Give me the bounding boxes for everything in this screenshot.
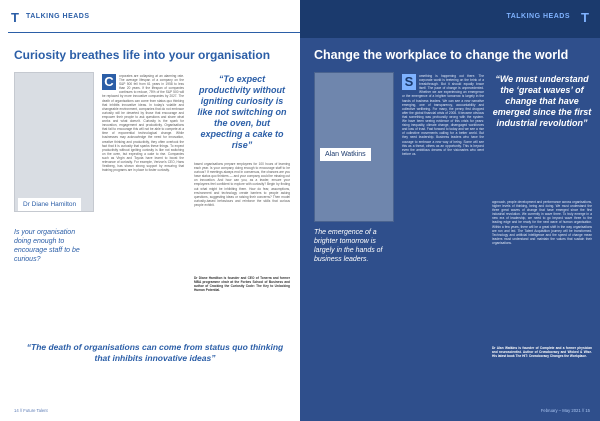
- lead-quote: The emergence of a brighter tomorrow is largely in the hands of business leaders.: [314, 229, 383, 263]
- article-title: Curiosity breathes life into your organisation: [14, 48, 271, 62]
- page-footer: 14 // Future Talent: [14, 408, 48, 413]
- pull-quote: “We must understand the ‘great waves’ of change that have emerged since the first industrial revolution”: [492, 74, 592, 128]
- body-text: omething is happening out there. The corporate world is teetering on the brink of a breakthrough. But it should equally brace itself. The pace of change is unprecedented. Whether we are experiencing an emergence or the emergence of a brighter tomorrow is largely in the hands of business leaders. We can see a new narrative emerging, one of transparency, accountability and collective wellbeing. For many, the penny first dropped after the global financial crisis of 2008. It became obvious that something was profoundly wrong with the system. We have been seeing evidence of this crisis for years: rising inequality, climate change, disengaged workforces and loss of trust. Fast forward to today and we see a rise of collective movements calling for a better world. But they need leadership. Business leaders who have the courage to embrace a new way of being. Some will see this as a threat, others as an opportunity. This is beyond even the ambitious dreams of the visionaries who went before us.: [402, 74, 484, 156]
- page-footer: February – May 2021 // 15: [540, 408, 590, 413]
- right-header: [300, 0, 600, 38]
- body-text: orporates are collapsing at an alarming rate. The average lifespan of a company on the S&P 500 fell from 61 years in 1958 to less than 20 years. If the lifespan of companies continues to reduce, 75% of the S&P 500 will be replaced by more innovative companies by 2027. The death of organisations can come from status quo thinking that inhibits innovative ideas. In today's volatile and changeable environment, companies that do not embrace curiosity will be deserted by those that encourage and empower their people to ask questions and share what works and what doesn't. Curiosity is the spark for innovation, engagement and productivity. Organisations that fail to encourage this will not be able to compete at a time of exponential technological change. While businesses may acknowledge the need for innovation, creative thinking and productivity, they often overlook the fact that it is curiosity that sparks these things. To expect productivity without igniting curiosity is like not switching on the oven, but expecting a cake to rise. Companies such as Virgin and Toyota have learnt to boost the relevance of curiosity. For example, Verizon's CEO, Hans Vestberg, has shown strong support by ensuring that training programs are in place to foster curiosity.: [102, 74, 184, 173]
- t-logo-icon: T: [581, 10, 589, 25]
- section-label: TALKING HEADS: [26, 13, 90, 20]
- body-column-1: [402, 74, 484, 394]
- left-header: [0, 0, 300, 38]
- body-column-2: [492, 200, 592, 340]
- author-photo: [314, 72, 394, 222]
- lead-quote: Is your organisation doing enough to encourage staff to be curious?: [14, 229, 80, 263]
- dropcap: S: [402, 74, 416, 90]
- pull-quote: “To expect productivity without igniting curiosity is like not switching on the oven, but expecting a cake to rise”: [197, 74, 287, 150]
- bottom-pull-quote: “The death of organisations can come from status quo thinking that inhibits innovative ideas”: [26, 342, 284, 363]
- body-text: based organisations prepare employees for 100 hours of learning each year. Is your company doing enough to encourage staff to be curious? If meetings always end in consensus, the chances are you have status quo thinkers — and your company could be missing out on innovation. And how can you, as a leader, ensure your employees feel confident to explore with curiosity? Begin by finding out what might be inhibiting them. How do fear, assumptions, environment and technology create barriers to people asking questions, suggesting ideas or raising their concerns? Then model curiosity-based behaviours and reinforce the skills that curious people exhibit.: [194, 162, 290, 207]
- body-column-2: [194, 162, 290, 262]
- header-rule: [8, 32, 300, 33]
- author-photo: [14, 72, 94, 212]
- author-bio: Dr Diane Hamilton is founder and CEO of Tonerra and former MBA programme chair at the Forbes School of Business and author of Cracking the Curiosity Code: The Key to Unlocking Human Potential.: [194, 276, 290, 293]
- author-bio: Dr Alan Watkins is founder of Complete and a former physician and neuroscientist. Author of Crowdocracy and Wicked & Wise. His latest book The HIT: Crowdocracy Changes the Workplace.: [492, 346, 592, 359]
- body-column-1: [102, 74, 184, 334]
- t-logo-icon: T: [11, 10, 19, 25]
- author-name: Alan Watkins: [320, 148, 371, 161]
- article-title: Change the workplace to change the world: [314, 48, 569, 62]
- right-page: [300, 0, 600, 421]
- dropcap: C: [102, 74, 116, 90]
- section-label: TALKING HEADS: [506, 13, 570, 20]
- author-name: Dr Diane Hamilton: [18, 198, 81, 211]
- body-text: approach, people development and performance across organisations, higher levels of thinking, being and doing. We must understand the three great waves of change that have emerged since the first industrial revolution. We currently in wave three. To truly emerge in a new era of leadership, we need to go beyond wave three to the leading edge and be ready for the next wave of human organisation. Within a few years, there will be a great shift in the way organisations are run and led. The Talent Acquisition journey will be transformed. Technology and artificial intelligence and the speed of change mean leaders must understand and maintain the values that sustain their organisations.: [492, 200, 592, 245]
